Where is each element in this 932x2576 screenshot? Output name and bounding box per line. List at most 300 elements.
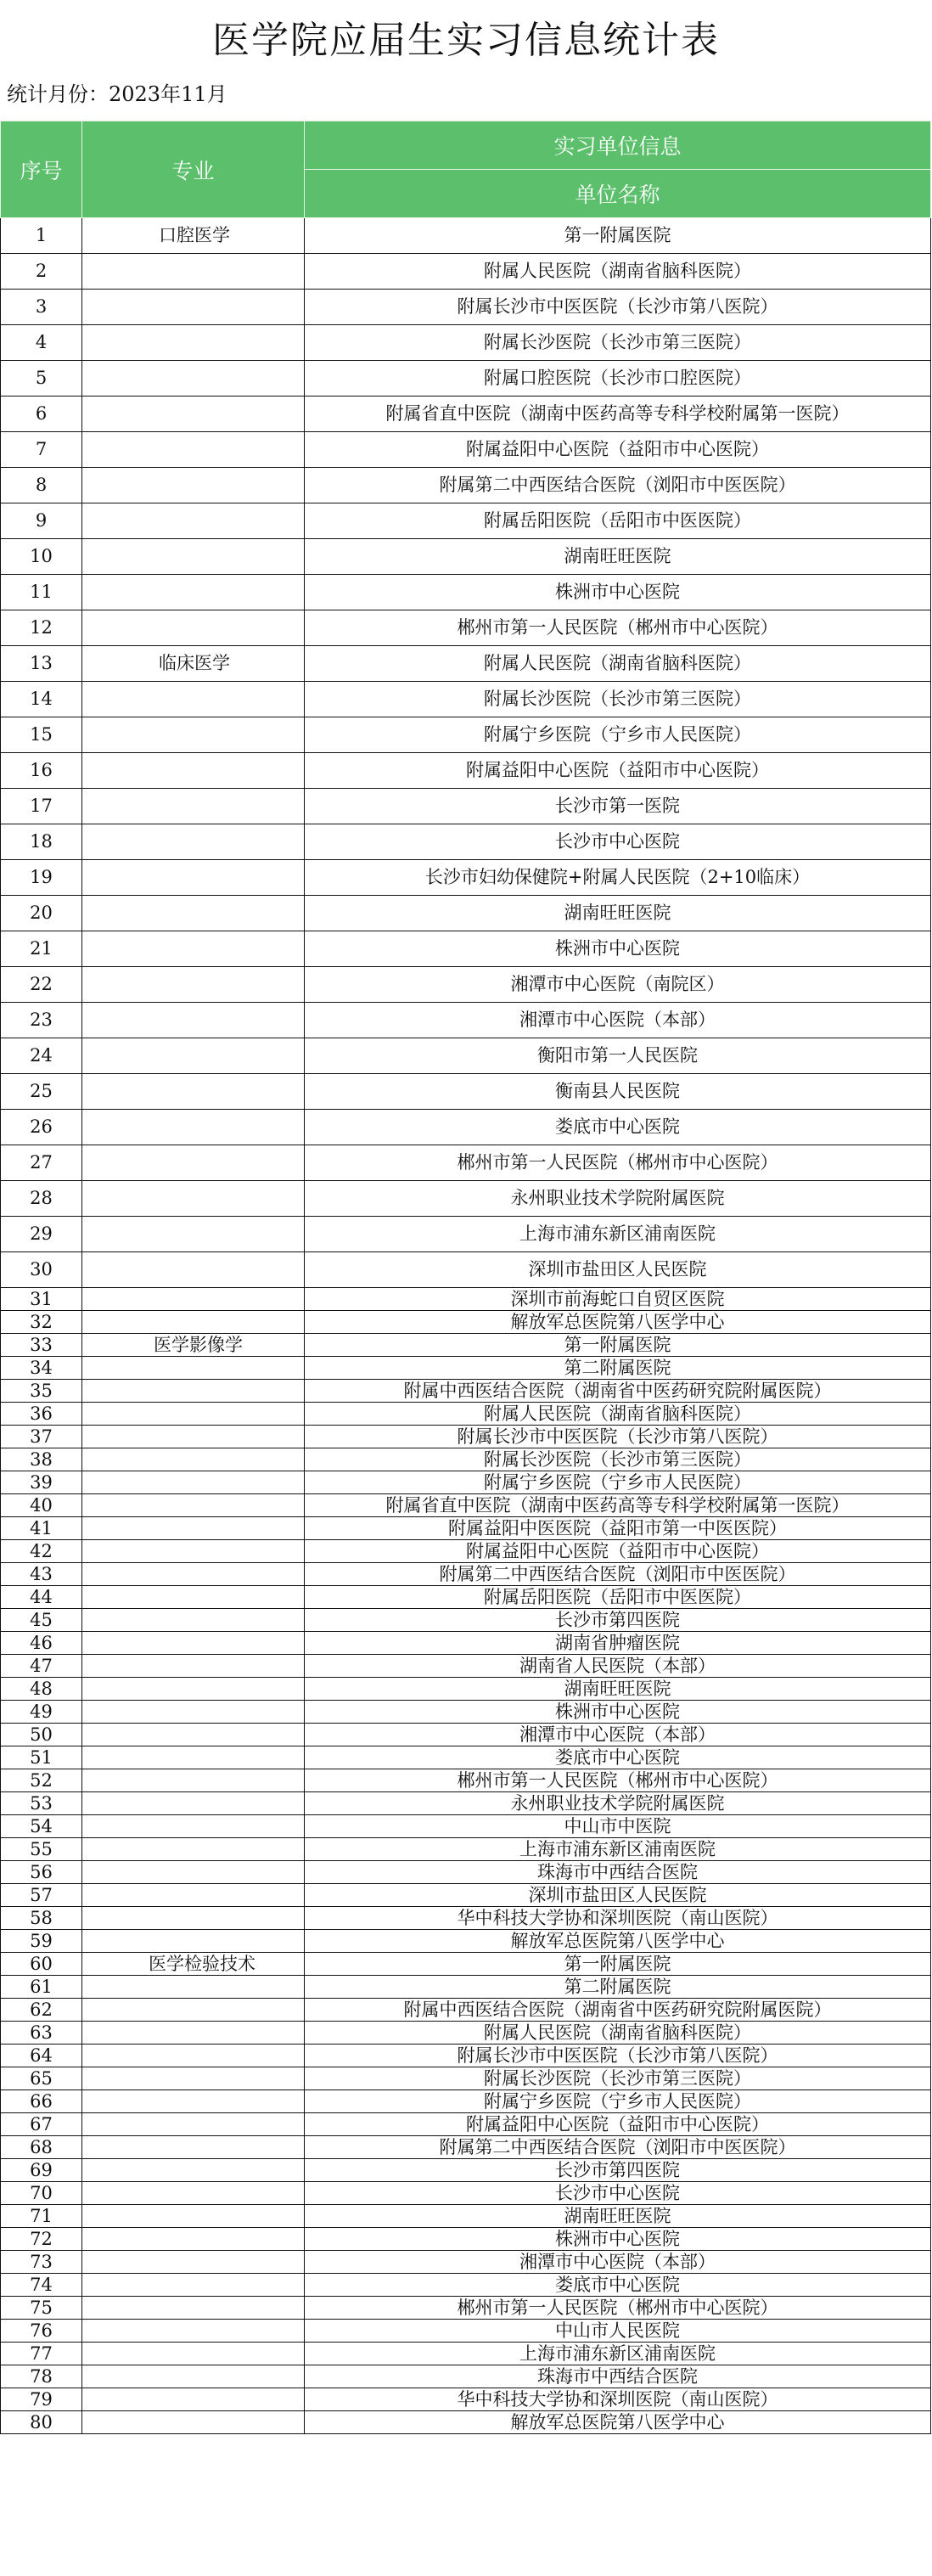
- row-unit-name: 第二附属医院: [305, 1976, 931, 1999]
- row-major: [82, 1357, 305, 1380]
- row-number: 36: [1, 1403, 82, 1426]
- row-number: 7: [1, 432, 82, 468]
- table-row: [1, 1999, 931, 2022]
- row-number: 48: [1, 1678, 82, 1701]
- row-number: 52: [1, 1769, 82, 1792]
- row-number: 71: [1, 2205, 82, 2228]
- table-row: [1, 1217, 931, 1252]
- table-row: [1, 2251, 931, 2274]
- row-unit-name: 附属宁乡医院（宁乡市人民医院）: [305, 2090, 931, 2113]
- row-unit-name: 郴州市第一人民医院（郴州市中心医院）: [305, 1769, 931, 1792]
- row-major: [82, 254, 305, 290]
- row-number: 1: [1, 218, 82, 254]
- row-unit-name: 娄底市中心医院: [305, 1110, 931, 1145]
- row-unit-name: 湖南旺旺医院: [305, 1678, 931, 1701]
- table-row: [1, 575, 931, 610]
- row-major: [82, 1724, 305, 1746]
- row-number: 68: [1, 2136, 82, 2159]
- table-header: [1, 121, 931, 218]
- row-major: [82, 682, 305, 717]
- table-row: [1, 2022, 931, 2044]
- row-number: 42: [1, 1540, 82, 1563]
- row-unit-name: 附属岳阳医院（岳阳市中医医院）: [305, 1586, 931, 1609]
- table-row: [1, 931, 931, 967]
- table-row: [1, 1838, 931, 1861]
- row-number: 18: [1, 824, 82, 860]
- row-unit-name: 附属长沙医院（长沙市第三医院）: [305, 2067, 931, 2090]
- row-major: [82, 2297, 305, 2320]
- table-row: [1, 1815, 931, 1838]
- row-major: [82, 2343, 305, 2365]
- table-row: [1, 1609, 931, 1632]
- row-number: 12: [1, 610, 82, 646]
- row-number: 74: [1, 2274, 82, 2297]
- row-major: [82, 290, 305, 325]
- table-row: [1, 1038, 931, 1074]
- table-row: [1, 1311, 931, 1334]
- row-unit-name: 附属益阳中心医院（益阳市中心医院）: [305, 753, 931, 789]
- row-number: 73: [1, 2251, 82, 2274]
- table-row: [1, 503, 931, 539]
- table-row: [1, 1953, 931, 1976]
- row-unit-name: 郴州市第一人民医院（郴州市中心医院）: [305, 1145, 931, 1181]
- major-label: 医学影像学: [154, 1334, 243, 1355]
- table-row: [1, 1426, 931, 1448]
- row-major: [82, 2136, 305, 2159]
- row-unit-name: 中山市中医院: [305, 1815, 931, 1838]
- row-number: 43: [1, 1563, 82, 1586]
- table-row: [1, 2228, 931, 2251]
- row-number: 23: [1, 1003, 82, 1038]
- row-number: 80: [1, 2411, 82, 2434]
- row-number: 30: [1, 1252, 82, 1288]
- row-major: [82, 539, 305, 575]
- row-number: 24: [1, 1038, 82, 1074]
- row-major: [82, 2182, 305, 2205]
- row-major: [82, 1426, 305, 1448]
- row-unit-name: 长沙市第一医院: [305, 789, 931, 824]
- row-unit-name: 郴州市第一人民医院（郴州市中心医院）: [305, 2297, 931, 2320]
- table-row: [1, 254, 931, 290]
- row-number: 53: [1, 1792, 82, 1815]
- table-row: [1, 2411, 931, 2434]
- row-unit-name: 深圳市前海蛇口自贸区医院: [305, 1288, 931, 1311]
- internship-table: [0, 121, 931, 2434]
- row-number: 60: [1, 1953, 82, 1976]
- row-unit-name: 第一附属医院: [305, 1334, 931, 1357]
- table-row: [1, 2113, 931, 2136]
- table-row: [1, 1471, 931, 1494]
- table-row: [1, 1976, 931, 1999]
- row-number: 57: [1, 1884, 82, 1907]
- row-unit-name: 永州职业技术学院附属医院: [305, 1792, 931, 1815]
- row-number: 62: [1, 1999, 82, 2022]
- row-number: 37: [1, 1426, 82, 1448]
- row-major: [82, 1838, 305, 1861]
- row-number: 22: [1, 967, 82, 1003]
- row-unit-name: 附属人民医院（湖南省脑科医院）: [305, 254, 931, 290]
- row-number: 50: [1, 1724, 82, 1746]
- row-major: [82, 1471, 305, 1494]
- row-unit-name: 湖南旺旺医院: [305, 896, 931, 931]
- table-row: [1, 2159, 931, 2182]
- row-unit-name: 第一附属医院: [305, 1953, 931, 1976]
- table-row: [1, 789, 931, 824]
- row-major: [82, 1563, 305, 1586]
- table-row: [1, 1861, 931, 1884]
- table-row: [1, 2067, 931, 2090]
- row-unit-name: 娄底市中心医院: [305, 1746, 931, 1769]
- row-number: 64: [1, 2044, 82, 2067]
- row-unit-name: 附属长沙市中医医院（长沙市第八医院）: [305, 1426, 931, 1448]
- table-row: [1, 1930, 931, 1953]
- row-number: 55: [1, 1838, 82, 1861]
- table-row: [1, 1701, 931, 1724]
- row-major: [82, 2388, 305, 2411]
- row-major: [82, 1999, 305, 2022]
- table-row: [1, 432, 931, 468]
- table-row: [1, 1074, 931, 1110]
- row-number: 45: [1, 1609, 82, 1632]
- row-unit-name: 珠海市中西结合医院: [305, 2365, 931, 2388]
- row-unit-name: 长沙市中心医院: [305, 2182, 931, 2205]
- row-major: [82, 1038, 305, 1074]
- row-number: 13: [1, 646, 82, 682]
- table-row: [1, 2274, 931, 2297]
- row-unit-name: 附属宁乡医院（宁乡市人民医院）: [305, 1471, 931, 1494]
- row-unit-name: 解放军总医院第八医学中心: [305, 1930, 931, 1953]
- row-major: [82, 1953, 305, 1976]
- header-no: 序号: [1, 121, 82, 218]
- row-number: 40: [1, 1494, 82, 1517]
- row-major: [82, 361, 305, 397]
- row-number: 41: [1, 1517, 82, 1540]
- row-unit-name: 长沙市第四医院: [305, 1609, 931, 1632]
- row-unit-name: 上海市浦东新区浦南医院: [305, 1838, 931, 1861]
- row-major: [82, 1145, 305, 1181]
- row-major: [82, 1074, 305, 1110]
- row-major: [82, 2411, 305, 2434]
- row-unit-name: 附属省直中医院（湖南中医药高等专科学校附属第一医院）: [305, 397, 931, 432]
- row-unit-name: 第二附属医院: [305, 1357, 931, 1380]
- row-unit-name: 华中科技大学协和深圳医院（南山医院）: [305, 1907, 931, 1930]
- row-number: 33: [1, 1334, 82, 1357]
- row-major: [82, 325, 305, 361]
- row-unit-name: 附属长沙医院（长沙市第三医院）: [305, 325, 931, 361]
- row-major: [82, 610, 305, 646]
- table-row: [1, 1357, 931, 1380]
- row-major: [82, 1976, 305, 1999]
- row-unit-name: 湘潭市中心医院（本部）: [305, 1724, 931, 1746]
- row-unit-name: 附属第二中西医结合医院（浏阳市中医医院）: [305, 1563, 931, 1586]
- row-major: [82, 1181, 305, 1217]
- row-major: [82, 1792, 305, 1815]
- row-number: 17: [1, 789, 82, 824]
- table-row: [1, 1403, 931, 1426]
- row-major: [82, 218, 305, 254]
- row-unit-name: 湘潭市中心医院（本部）: [305, 2251, 931, 2274]
- table-row: [1, 2205, 931, 2228]
- row-major: [82, 1403, 305, 1426]
- table-row: [1, 1003, 931, 1038]
- row-major: [82, 2044, 305, 2067]
- row-unit-name: 湘潭市中心医院（南院区）: [305, 967, 931, 1003]
- row-number: 66: [1, 2090, 82, 2113]
- row-unit-name: 株洲市中心医院: [305, 2228, 931, 2251]
- row-number: 15: [1, 717, 82, 753]
- row-major: [82, 1517, 305, 1540]
- table-body: [1, 218, 931, 2434]
- table-row: [1, 1746, 931, 1769]
- row-major: [82, 1003, 305, 1038]
- row-number: 11: [1, 575, 82, 610]
- row-unit-name: 上海市浦东新区浦南医院: [305, 1217, 931, 1252]
- row-number: 70: [1, 2182, 82, 2205]
- row-number: 56: [1, 1861, 82, 1884]
- row-unit-name: 解放军总医院第八医学中心: [305, 1311, 931, 1334]
- row-major: [82, 2113, 305, 2136]
- row-major: [82, 575, 305, 610]
- row-major: [82, 1815, 305, 1838]
- row-number: 78: [1, 2365, 82, 2388]
- table-row: [1, 1724, 931, 1746]
- row-unit-name: 衡阳市第一人民医院: [305, 1038, 931, 1074]
- row-major: [82, 468, 305, 503]
- table-row: [1, 2365, 931, 2388]
- row-number: 6: [1, 397, 82, 432]
- row-unit-name: 株洲市中心医院: [305, 931, 931, 967]
- row-number: 38: [1, 1448, 82, 1471]
- row-unit-name: 湘潭市中心医院（本部）: [305, 1003, 931, 1038]
- row-major: [82, 1769, 305, 1792]
- row-major: [82, 1586, 305, 1609]
- table-row: [1, 824, 931, 860]
- table-row: [1, 1494, 931, 1517]
- table-row: [1, 717, 931, 753]
- table-row: [1, 753, 931, 789]
- row-unit-name: 附属第二中西医结合医院（浏阳市中医医院）: [305, 2136, 931, 2159]
- row-major: [82, 2090, 305, 2113]
- row-major: [82, 2228, 305, 2251]
- row-number: 27: [1, 1145, 82, 1181]
- row-unit-name: 附属省直中医院（湖南中医药高等专科学校附属第一医院）: [305, 1494, 931, 1517]
- row-unit-name: 长沙市中心医院: [305, 824, 931, 860]
- row-major: [82, 1632, 305, 1655]
- table-row: [1, 2182, 931, 2205]
- row-number: 39: [1, 1471, 82, 1494]
- row-number: 28: [1, 1181, 82, 1217]
- row-unit-name: 衡南县人民医院: [305, 1074, 931, 1110]
- row-major: [82, 1746, 305, 1769]
- row-number: 31: [1, 1288, 82, 1311]
- row-unit-name: 珠海市中西结合医院: [305, 1861, 931, 1884]
- row-major: [82, 931, 305, 967]
- table-row: [1, 361, 931, 397]
- row-number: 47: [1, 1655, 82, 1678]
- table-row: [1, 682, 931, 717]
- table-row: [1, 539, 931, 575]
- row-number: 44: [1, 1586, 82, 1609]
- row-number: 46: [1, 1632, 82, 1655]
- row-unit-name: 附属口腔医院（长沙市口腔医院）: [305, 361, 931, 397]
- row-major: [82, 717, 305, 753]
- row-major: [82, 2251, 305, 2274]
- row-major: [82, 2159, 305, 2182]
- table-row: [1, 2297, 931, 2320]
- row-major: [82, 1609, 305, 1632]
- row-unit-name: 附属长沙市中医医院（长沙市第八医院）: [305, 2044, 931, 2067]
- row-number: 54: [1, 1815, 82, 1838]
- row-number: 10: [1, 539, 82, 575]
- major-label: 口腔医学: [159, 225, 230, 245]
- row-number: 49: [1, 1701, 82, 1724]
- major-label: 临床医学: [159, 653, 230, 673]
- row-unit-name: 附属长沙医院（长沙市第三医院）: [305, 682, 931, 717]
- table-row: [1, 2343, 931, 2365]
- table-row: [1, 1288, 931, 1311]
- row-major: [82, 896, 305, 931]
- table-row: [1, 646, 931, 682]
- row-number: 19: [1, 860, 82, 896]
- row-number: 59: [1, 1930, 82, 1953]
- row-major: [82, 1252, 305, 1288]
- table-row: [1, 1380, 931, 1403]
- table-row: [1, 218, 931, 254]
- table-row: [1, 1517, 931, 1540]
- row-unit-name: 长沙市妇幼保健院+附属人民医院（2+10临床）: [305, 860, 931, 896]
- row-major: [82, 397, 305, 432]
- row-unit-name: 娄底市中心医院: [305, 2274, 931, 2297]
- row-unit-name: 附属人民医院（湖南省脑科医院）: [305, 646, 931, 682]
- row-major: [82, 2067, 305, 2090]
- row-number: 32: [1, 1311, 82, 1334]
- table-row: [1, 1907, 931, 1930]
- row-number: 29: [1, 1217, 82, 1252]
- row-major: [82, 1334, 305, 1357]
- row-unit-name: 附属宁乡医院（宁乡市人民医院）: [305, 717, 931, 753]
- row-unit-name: 中山市人民医院: [305, 2320, 931, 2343]
- row-unit-name: 湖南旺旺医院: [305, 2205, 931, 2228]
- row-major: [82, 753, 305, 789]
- row-unit-name: 附属第二中西医结合医院（浏阳市中医医院）: [305, 468, 931, 503]
- row-major: [82, 1655, 305, 1678]
- row-major: [82, 1861, 305, 1884]
- row-number: 69: [1, 2159, 82, 2182]
- row-major: [82, 1930, 305, 1953]
- table-row: [1, 967, 931, 1003]
- row-major: [82, 1448, 305, 1471]
- row-major: [82, 646, 305, 682]
- row-unit-name: 附属人民医院（湖南省脑科医院）: [305, 2022, 931, 2044]
- row-unit-name: 湖南省肿瘤医院: [305, 1632, 931, 1655]
- row-number: 77: [1, 2343, 82, 2365]
- row-major: [82, 2022, 305, 2044]
- row-unit-name: 华中科技大学协和深圳医院（南山医院）: [305, 2388, 931, 2411]
- row-number: 5: [1, 361, 82, 397]
- row-number: 61: [1, 1976, 82, 1999]
- row-major: [82, 1540, 305, 1563]
- row-major: [82, 1701, 305, 1724]
- row-unit-name: 株洲市中心医院: [305, 1701, 931, 1724]
- row-major: [82, 967, 305, 1003]
- table-row: [1, 610, 931, 646]
- row-number: 16: [1, 753, 82, 789]
- row-major: [82, 1217, 305, 1252]
- table-row: [1, 1586, 931, 1609]
- row-number: 75: [1, 2297, 82, 2320]
- page-title: 医学院应届生实习信息统计表: [212, 19, 720, 62]
- table-row: [1, 1563, 931, 1586]
- table-row: [1, 896, 931, 931]
- row-number: 25: [1, 1074, 82, 1110]
- row-number: 21: [1, 931, 82, 967]
- row-unit-name: 株洲市中心医院: [305, 575, 931, 610]
- row-unit-name: 附属长沙医院（长沙市第三医院）: [305, 1448, 931, 1471]
- table-row: [1, 1334, 931, 1357]
- row-major: [82, 860, 305, 896]
- row-major: [82, 2365, 305, 2388]
- row-number: 65: [1, 2067, 82, 2090]
- table-row: [1, 468, 931, 503]
- row-unit-name: 上海市浦东新区浦南医院: [305, 2343, 931, 2365]
- row-major: [82, 789, 305, 824]
- row-number: 35: [1, 1380, 82, 1403]
- row-major: [82, 1884, 305, 1907]
- row-major: [82, 1311, 305, 1334]
- table-row: [1, 1181, 931, 1217]
- row-number: 51: [1, 1746, 82, 1769]
- row-unit-name: 附属中西医结合医院（湖南省中医药研究院附属医院）: [305, 1380, 931, 1403]
- table-row: [1, 1678, 931, 1701]
- major-label: 医学检验技术: [149, 1953, 255, 1974]
- row-unit-name: 深圳市盐田区人民医院: [305, 1884, 931, 1907]
- row-unit-name: 深圳市盐田区人民医院: [305, 1252, 931, 1288]
- row-major: [82, 2274, 305, 2297]
- table-row: [1, 397, 931, 432]
- row-major: [82, 432, 305, 468]
- row-number: 8: [1, 468, 82, 503]
- table-row: [1, 860, 931, 896]
- row-number: 63: [1, 2022, 82, 2044]
- row-unit-name: 湖南省人民医院（本部）: [305, 1655, 931, 1678]
- table-row: [1, 2320, 931, 2343]
- row-unit-name: 长沙市第四医院: [305, 2159, 931, 2182]
- row-unit-name: 附属益阳中医医院（益阳市第一中医医院）: [305, 1517, 931, 1540]
- row-number: 26: [1, 1110, 82, 1145]
- row-unit-name: 附属益阳中心医院（益阳市中心医院）: [305, 432, 931, 468]
- table-row: [1, 2136, 931, 2159]
- table-row: [1, 2090, 931, 2113]
- row-unit-name: 附属人民医院（湖南省脑科医院）: [305, 1403, 931, 1426]
- row-unit-name: 郴州市第一人民医院（郴州市中心医院）: [305, 610, 931, 646]
- row-unit-name: 第一附属医院: [305, 218, 931, 254]
- row-unit-name: 附属益阳中心医院（益阳市中心医院）: [305, 2113, 931, 2136]
- row-number: 4: [1, 325, 82, 361]
- table-row: [1, 325, 931, 361]
- table-row: [1, 1252, 931, 1288]
- row-major: [82, 503, 305, 539]
- row-number: 2: [1, 254, 82, 290]
- row-major: [82, 1678, 305, 1701]
- table-row: [1, 290, 931, 325]
- table-row: [1, 1792, 931, 1815]
- header-major: 专业: [82, 121, 305, 218]
- row-number: 58: [1, 1907, 82, 1930]
- row-unit-name: 湖南旺旺医院: [305, 539, 931, 575]
- row-unit-name: 附属中西医结合医院（湖南省中医药研究院附属医院）: [305, 1999, 931, 2022]
- table-row: [1, 1632, 931, 1655]
- row-unit-name: 永州职业技术学院附属医院: [305, 1181, 931, 1217]
